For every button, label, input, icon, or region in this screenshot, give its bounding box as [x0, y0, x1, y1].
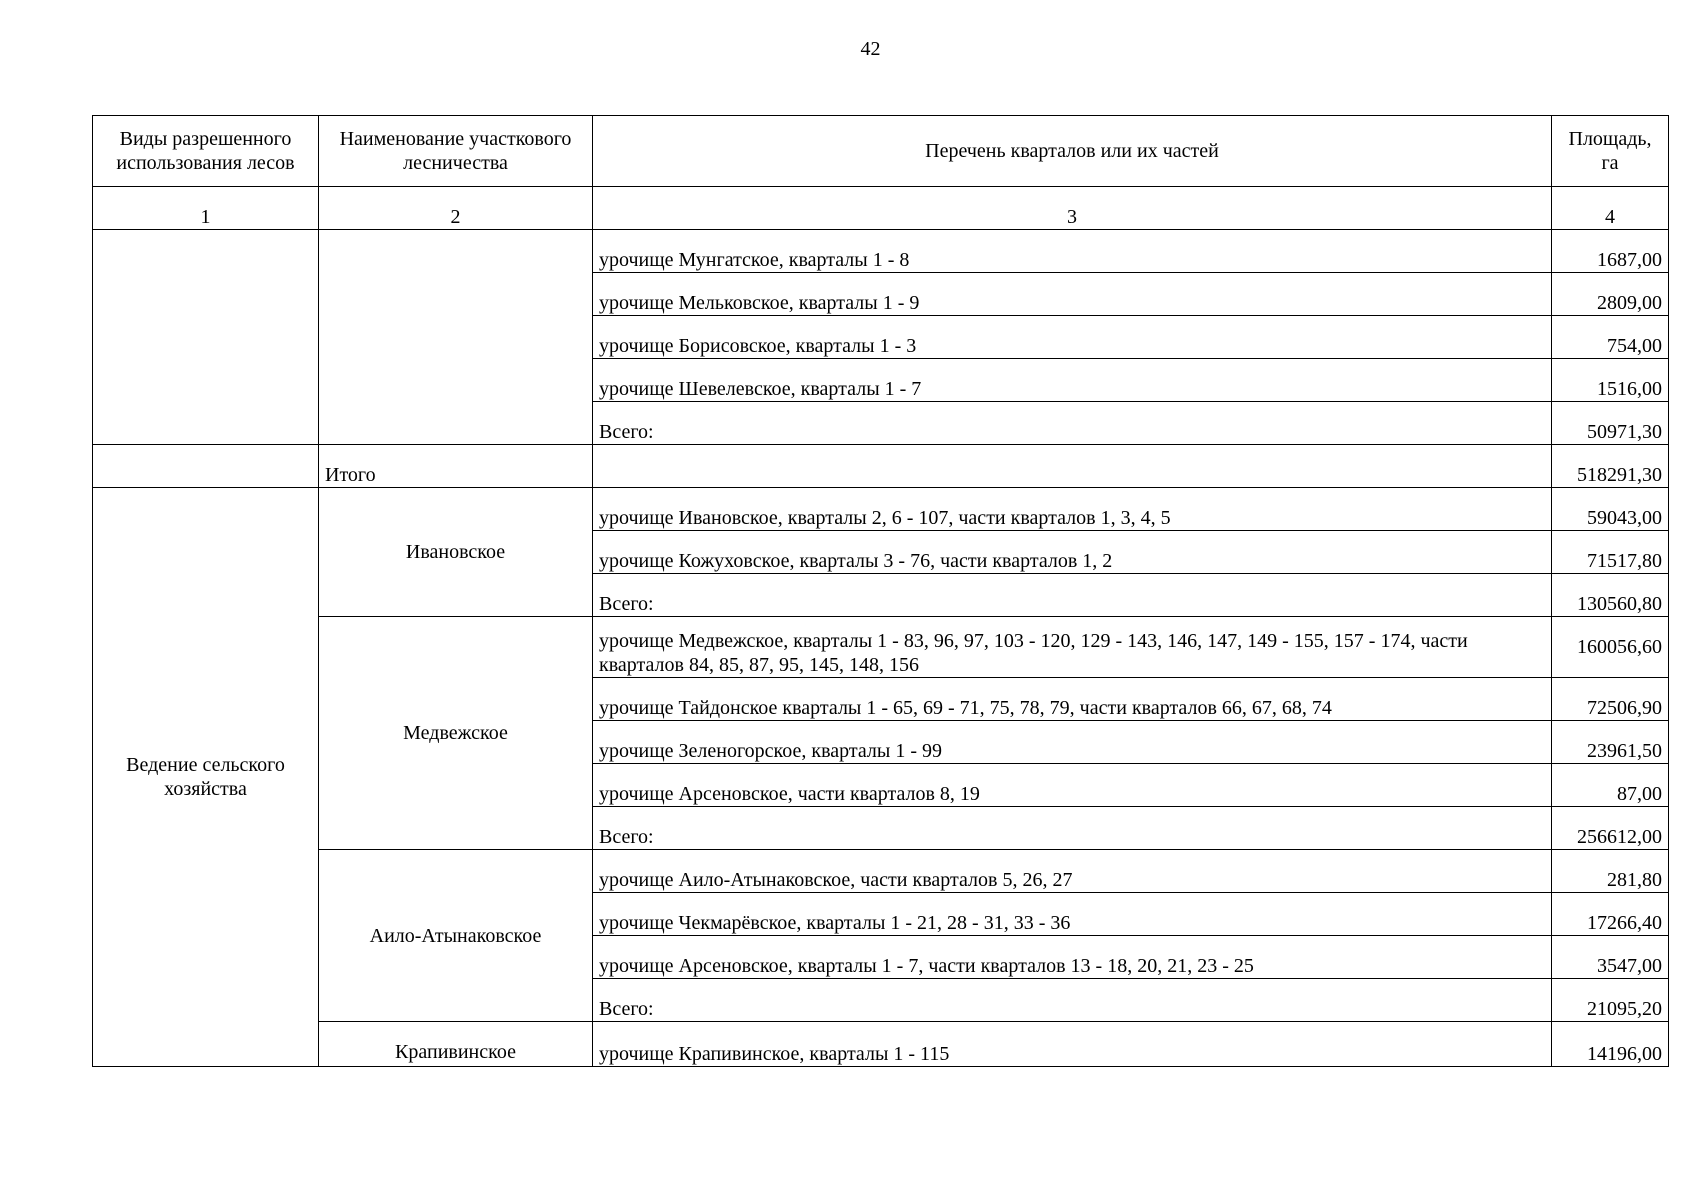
area-cell: 17266,40: [1552, 893, 1669, 936]
quarters-cell: урочище Медвежское, кварталы 1 - 83, 96, 97, 103 - 120, 129 - 143, 146, 147, 149 - 155, 157 - 174, части кварталов 84, 85, 87, 95, 145, 148, 156: [593, 617, 1552, 678]
total-area: 256612,00: [1552, 807, 1669, 850]
column-number-row: [93, 187, 1669, 230]
quarters-cell: урочище Тайдонское кварталы 1 - 65, 69 - 71, 75, 78, 79, части кварталов 66, 67, 68, 74: [593, 678, 1552, 721]
forestry-cell: Ивановское: [319, 488, 593, 617]
quarters-cell: урочище Арсеновское, части кварталов 8, 19: [593, 764, 1552, 807]
area-cell: 1687,00: [1552, 230, 1669, 273]
header-use-type: Виды разрешенного использования лесов: [93, 116, 319, 187]
header-row: [93, 116, 1669, 187]
table-row: [93, 488, 1669, 531]
total-label: Всего:: [593, 574, 1552, 617]
quarters-cell: урочище Чекмарёвское, кварталы 1 - 21, 28 - 31, 33 - 36: [593, 893, 1552, 936]
use-type-cell-continued: [93, 230, 319, 445]
area-cell: 1516,00: [1552, 359, 1669, 402]
table-row: [93, 617, 1669, 678]
total-label: Всего:: [593, 402, 1552, 445]
quarters-cell: урочище Шевелевское, кварталы 1 - 7: [593, 359, 1552, 402]
total-area: 21095,20: [1552, 979, 1669, 1022]
quarters-cell: урочище Арсеновское, кварталы 1 - 7, части кварталов 13 - 18, 20, 21, 23 - 25: [593, 936, 1552, 979]
total-label: Всего:: [593, 807, 1552, 850]
use-type-cell: Ведение сельского хозяйства: [93, 488, 319, 1067]
column-number: 2: [319, 187, 593, 230]
total-area: 130560,80: [1552, 574, 1669, 617]
use-type-cell-continued-end: [93, 445, 319, 488]
column-number: 4: [1552, 187, 1669, 230]
table-row: [93, 230, 1669, 273]
quarters-cell: урочище Ивановское, кварталы 2, 6 - 107, части кварталов 1, 3, 4, 5: [593, 488, 1552, 531]
area-cell: 71517,80: [1552, 531, 1669, 574]
quarters-cell: урочище Зеленогорское, кварталы 1 - 99: [593, 721, 1552, 764]
table-row: [93, 850, 1669, 893]
forestry-cell: Крапивинское: [319, 1022, 593, 1067]
area-cell: 59043,00: [1552, 488, 1669, 531]
area-cell: 3547,00: [1552, 936, 1669, 979]
header-area: Площадь, га: [1552, 116, 1669, 187]
itogo-quarters-empty: [593, 445, 1552, 488]
forestry-cell-continued: [319, 230, 593, 445]
area-cell: 160056,60: [1552, 617, 1669, 678]
itogo-row: [93, 445, 1669, 488]
table-row: [93, 1022, 1669, 1067]
itogo-label: Итого: [319, 445, 593, 488]
area-cell: 2809,00: [1552, 273, 1669, 316]
quarters-cell: урочище Аило-Атынаковское, части кварталов 5, 26, 27: [593, 850, 1552, 893]
area-cell: 281,80: [1552, 850, 1669, 893]
forest-use-table: [92, 115, 1669, 1067]
quarters-cell: урочище Борисовское, кварталы 1 - 3: [593, 316, 1552, 359]
forestry-cell: Аило-Атынаковское: [319, 850, 593, 1022]
area-cell: 23961,50: [1552, 721, 1669, 764]
header-forestry: Наименование участкового лесничества: [319, 116, 593, 187]
quarters-cell: урочище Мельковское, кварталы 1 - 9: [593, 273, 1552, 316]
total-area: 50971,30: [1552, 402, 1669, 445]
area-cell: 754,00: [1552, 316, 1669, 359]
column-number: 1: [93, 187, 319, 230]
header-quarters: Перечень кварталов или их частей: [593, 116, 1552, 187]
quarters-cell: урочище Мунгатское, кварталы 1 - 8: [593, 230, 1552, 273]
area-cell: 14196,00: [1552, 1022, 1669, 1067]
quarters-cell: урочище Крапивинское, кварталы 1 - 115: [593, 1022, 1552, 1067]
area-cell: 87,00: [1552, 764, 1669, 807]
forestry-cell: Медвежское: [319, 617, 593, 850]
area-cell: 72506,90: [1552, 678, 1669, 721]
total-label: Всего:: [593, 979, 1552, 1022]
page-number: 42: [860, 38, 881, 60]
column-number: 3: [593, 187, 1552, 230]
quarters-cell: урочище Кожуховское, кварталы 3 - 76, части кварталов 1, 2: [593, 531, 1552, 574]
itogo-area: 518291,30: [1552, 445, 1669, 488]
